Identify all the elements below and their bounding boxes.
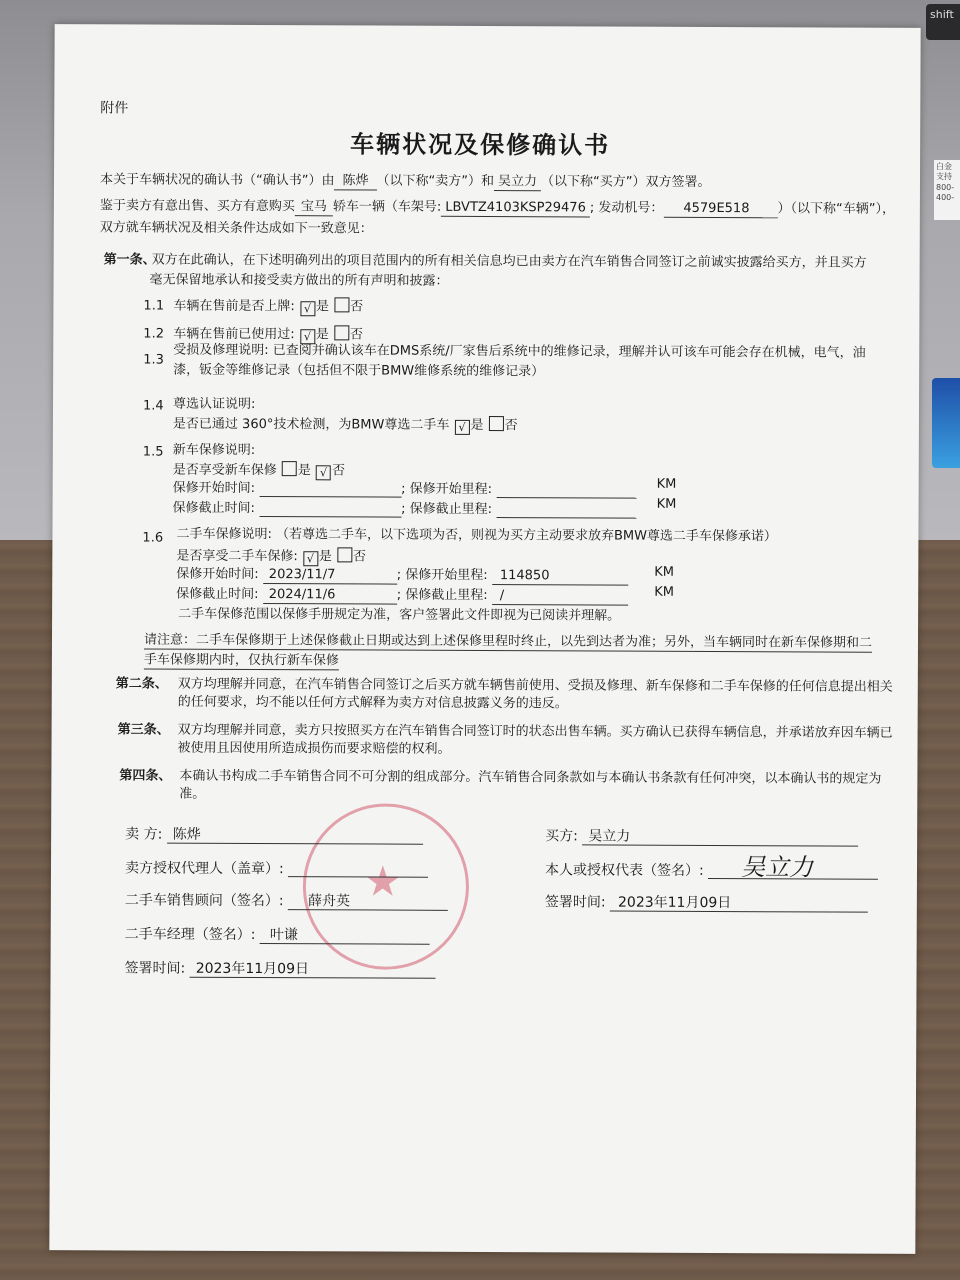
new-warranty-end-time-field [259, 501, 401, 518]
item-1-5-no-checkbox: √ [316, 465, 331, 480]
item-1-6-yes-checkbox: √ [303, 551, 318, 566]
used-warranty-end-row: 保修截止时间: 2024/11/6 ; 保修截止里程: / [176, 587, 628, 606]
new-warranty-end-km-unit: KM [656, 496, 677, 512]
manager-field: 叶谦 [260, 927, 430, 945]
document-page [49, 24, 920, 1254]
item-1-4-line2: 是否已通过 360°技术检测，为BMW尊选二手车 √ 是 否 [172, 416, 518, 434]
item-1-6-line1: 二手车保修说明: （若尊选二手车，以下选项为否，则视为买方主动要求放弃BMW尊选二手车保修承诺） [176, 526, 777, 545]
used-warranty-start-row: 保修开始时间: 2023/11/7 ; 保修开始里程: 114850 [176, 567, 628, 586]
vin-field: LBVTZ4103KSP29476 [441, 200, 590, 218]
new-warranty-start-time-field [259, 481, 401, 498]
notice-line1: 请注意：二手车保修期于上述保修截止日期或达到上述保修里程时终止，以先到达者为准；另外，当车辆同时在新车保修期和二 [143, 632, 873, 651]
article-1-label: 第一条、 [103, 252, 156, 268]
article-4-line2: 准。 [179, 786, 206, 802]
item-1-5-line1: 新车保修说明: [172, 442, 256, 458]
buyer-date-row: 签署时间: 2023年11月09日 [545, 894, 868, 912]
seal-star-icon: ★ [363, 856, 402, 906]
used-warranty-start-km-field: 114850 [492, 568, 628, 586]
item-1-4-no-checkbox [489, 416, 504, 431]
article-2-line2: 的任何要求，均不能以任何方式解释为卖方对信息披露义务的违反。 [177, 694, 568, 712]
item-1-3-line1: 受损及修理说明: 已查阅并确认该车在DMS系统/厂家售后系统中的维修记录，理解并认可该车可能会存在机械，电气，油 [173, 342, 866, 361]
seller-sign-field: 陈烨 [167, 827, 423, 845]
item-1-2: 车辆在售前已使用过: √ 是 否 [173, 326, 364, 344]
buyer-sign-row: 买方: 吴立力 [545, 828, 858, 846]
seller-date-row: 签署时间: 2023年11月09日 [125, 960, 436, 978]
buyer-handwritten-signature: 吴立力 [740, 853, 814, 882]
buyer-rep-row: 本人或授权代表（签名）: [545, 862, 878, 879]
article-1-line1: 双方在此确认，在下述明确列出的项目范围内的所有相关信息均已由卖方在汽车销售合同签订之前诚实披露给买方，并且买方 [151, 252, 867, 271]
item-1-1-number: 1.1 [143, 298, 165, 314]
notice-line2: 手车保修期内时，仅执行新车保修 [143, 652, 339, 669]
intro-line: 本关于车辆状况的确认书（“确认书”）由 陈烨 （以下称“卖方”）和 吴立力 （以下称“买方”）双方签署。 [99, 172, 711, 190]
new-warranty-start-km-field [496, 482, 636, 499]
article-2-label: 第二条、 [115, 676, 168, 692]
consultant-field: 薛舟英 [288, 893, 448, 911]
item-1-3-number: 1.3 [143, 352, 164, 368]
item-1-3-line2: 漆，钣金等维修记录（包括但不限于BMW维修系统的维修记录） [173, 362, 545, 380]
seller-agent-row: 卖方授权代理人（盖章）: [125, 860, 428, 877]
engine-number-field: 4579E518 [663, 201, 777, 218]
seller-date-field: 2023年11月09日 [190, 961, 436, 979]
manager-row: 二手车经理（签名）: 叶谦 [125, 926, 430, 944]
used-warranty-end-time-field: 2024/11/6 [263, 587, 397, 605]
buyer-name-field: 吴立力 [494, 174, 541, 191]
used-warranty-end-km-unit: KM [654, 584, 674, 600]
article-4-label: 第四条、 [119, 768, 172, 784]
brand-field: 宝马 [295, 199, 333, 216]
item-1-5-yes-checkbox [282, 461, 297, 476]
item-1-5-number: 1.5 [142, 444, 164, 460]
seller-sign-row: 卖 方: 陈烨 [125, 826, 423, 844]
item-1-2-yes-checkbox: √ [300, 329, 315, 344]
buyer-sign-field: 吴立力 [582, 828, 858, 846]
new-warranty-start-km-unit: KM [656, 476, 677, 492]
used-warranty-start-time-field: 2023/11/7 [263, 567, 397, 585]
item-1-1-yes-checkbox: √ [300, 301, 315, 316]
annex-label: 附件 [100, 100, 129, 117]
item-1-6-line2: 是否享受二手车保修: √ 是 否 [176, 548, 367, 566]
item-1-1: 车辆在售前是否上牌: √ 是 否 [173, 298, 364, 316]
used-warranty-start-km-unit: KM [654, 564, 675, 580]
item-1-6-no-checkbox [337, 547, 352, 562]
buyer-date-field: 2023年11月09日 [610, 895, 868, 913]
item-1-4-number: 1.4 [142, 398, 164, 414]
item-1-4-line1: 尊选认证说明: [172, 396, 256, 412]
article-2-line1: 双方均理解并同意，在汽车销售合同签订之后买方就车辆售前使用、受损及修理、新车保修和二手车保修的任何信息提出相关 [177, 676, 893, 695]
article-3-line1: 双方均理解并同意，卖方只按照买方在汽车销售合同签订时的状态出售车辆。买方确认已获得车辆信息，并承诺放弃因车辆已 [177, 722, 893, 741]
article-1-line2: 毫无保留地承认和接受卖方做出的所有声明和披露： [149, 272, 449, 289]
consultant-row: 二手车销售顾问（签名）: 薛舟英 [125, 892, 448, 910]
laptop-sticker: 白金支持 800- 400- [934, 160, 960, 220]
item-1-2-number: 1.2 [143, 326, 165, 342]
article-3-line2: 被使用且因使用所造成损伤而要求赔偿的权利。 [177, 740, 451, 757]
item-1-4-yes-checkbox: √ [454, 420, 469, 435]
item-1-5-line2: 是否享受新车保修 是 √ 否 [172, 462, 346, 480]
vehicle-line: 鉴于卖方有意出售、买方有意购买 宝马 轿车一辆（车架号: LBVTZ4103KSP29476 ; 发动机号： 4579E518 ）（以下称“车辆”）， [99, 198, 896, 217]
new-warranty-end-row: 保修截止时间: ; 保修截止里程: [173, 501, 637, 519]
item-1-2-no-checkbox [334, 325, 349, 340]
article-4-line1: 本确认书构成二手车销售合同不可分割的组成部分。汽车销售合同条款如与本确认书条款有任何冲突，以本确认书的规定为 [179, 768, 882, 787]
seller-name-field: 陈烨 [334, 173, 376, 190]
intel-badge [932, 378, 960, 468]
new-warranty-start-row: 保修开始时间: ; 保修开始里程: [173, 481, 637, 499]
shift-key: shift [926, 4, 960, 40]
used-warranty-end-km-field: / [492, 588, 628, 606]
new-warranty-end-km-field [496, 502, 636, 519]
document-title: 车辆状况及保修确认书 [350, 130, 611, 160]
item-1-1-no-checkbox [334, 297, 349, 312]
vehicle-line-2: 双方就车辆状况及相关条件达成如下一致意见： [99, 220, 373, 237]
item-1-6-number: 1.6 [142, 530, 164, 546]
article-3-label: 第三条、 [117, 722, 170, 738]
item-1-6-note: 二手车保修范围以保修手册规定为准，客户签署此文件即视为已阅读并理解。 [178, 606, 621, 624]
seller-agent-field [288, 861, 428, 878]
